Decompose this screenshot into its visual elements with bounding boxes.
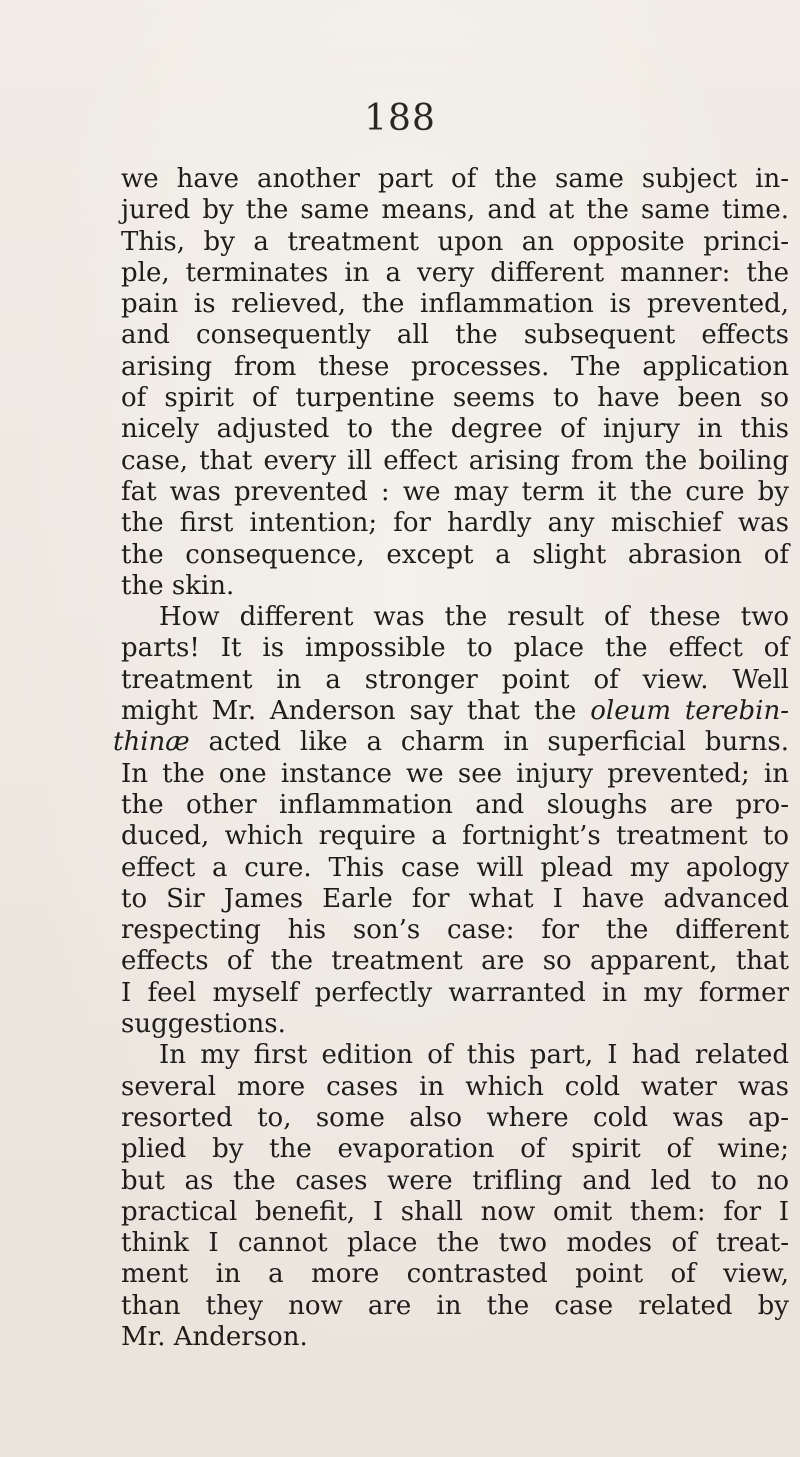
text-line: think I cannot place the two modes of treat- [121, 1228, 789, 1259]
text-line: effects of the treatment are so apparent, that [121, 946, 789, 977]
text-line: several more cases in which cold water was [121, 1071, 789, 1102]
italic-latin-term: oleum terebin- [590, 696, 789, 727]
text-line: parts! It is impossible to place the effect of [121, 633, 789, 664]
paragraph-1 [121, 164, 789, 602]
paragraph-2 [113, 602, 789, 1040]
text-segment: might Mr. Anderson say that the oleum terebin- [121, 696, 789, 727]
text-line: and consequently all the subsequent effects [121, 320, 789, 351]
italic-latin-term: thinæ [113, 727, 190, 758]
text-line: to Sir James Earle for what I have advanced [121, 883, 789, 914]
text-line: suggestions. [121, 1009, 286, 1040]
text-line: fat was prevented : we may term it the cure by [121, 476, 789, 507]
text-line: In my first edition of this part, I had related [159, 1040, 789, 1071]
text-line: ple, terminates in a very different manner: the [121, 257, 789, 288]
text-line: In the one instance we see injury prevented; in [121, 758, 789, 789]
text-line: jured by the same means, and at the same time. [121, 195, 789, 226]
body-text [113, 164, 789, 1353]
text-line: I feel myself perfectly warranted in my former [121, 977, 789, 1008]
text-line [121, 696, 789, 727]
text-line: case, that every ill effect arising from the boiling [121, 445, 789, 476]
text-segment: thinæ acted like a charm in superficial burns. [113, 727, 789, 758]
text-line: the first intention; for hardly any mischief was [121, 508, 789, 539]
text-line: but as the cases were trifling and led to no [121, 1165, 789, 1196]
text-line [113, 727, 789, 758]
text-line: than they now are in the case related by [121, 1290, 789, 1321]
text-line: nicely adjusted to the degree of injury in this [121, 414, 789, 445]
text-line: plied by the evaporation of spirit of wine; [121, 1134, 789, 1165]
text-line: we have another part of the same subject in- [121, 164, 789, 194]
text-line: duced, which require a fortnight’s treatment to [121, 821, 789, 852]
page-number: 188 [364, 98, 436, 139]
text-line: How different was the result of these two [159, 602, 789, 633]
text-line: the consequence, except a slight abrasion of [121, 539, 789, 570]
text-line: of spirit of turpentine seems to have been so [121, 383, 789, 414]
text-line: the skin. [121, 570, 235, 601]
text-line: the other inflammation and sloughs are pro- [121, 789, 789, 820]
paragraph-3 [121, 1040, 789, 1353]
text-line: ment in a more contrasted point of view, [121, 1259, 789, 1290]
text-line: pain is relieved, the inflammation is prevented, [121, 289, 789, 320]
text-line: effect a cure. This case will plead my apology [121, 852, 789, 883]
text-line: practical benefit, I shall now omit them: for I [121, 1196, 789, 1227]
text-line: This, by a treatment upon an opposite princi- [121, 226, 789, 257]
text-line: resorted to, some also where cold was ap- [121, 1102, 789, 1133]
text-line: arising from these processes. The application [121, 351, 789, 382]
text-line: Mr. Anderson. [121, 1321, 308, 1352]
text-line: respecting his son’s case: for the different [121, 915, 789, 946]
text-line: treatment in a stronger point of view. Well [121, 664, 789, 695]
